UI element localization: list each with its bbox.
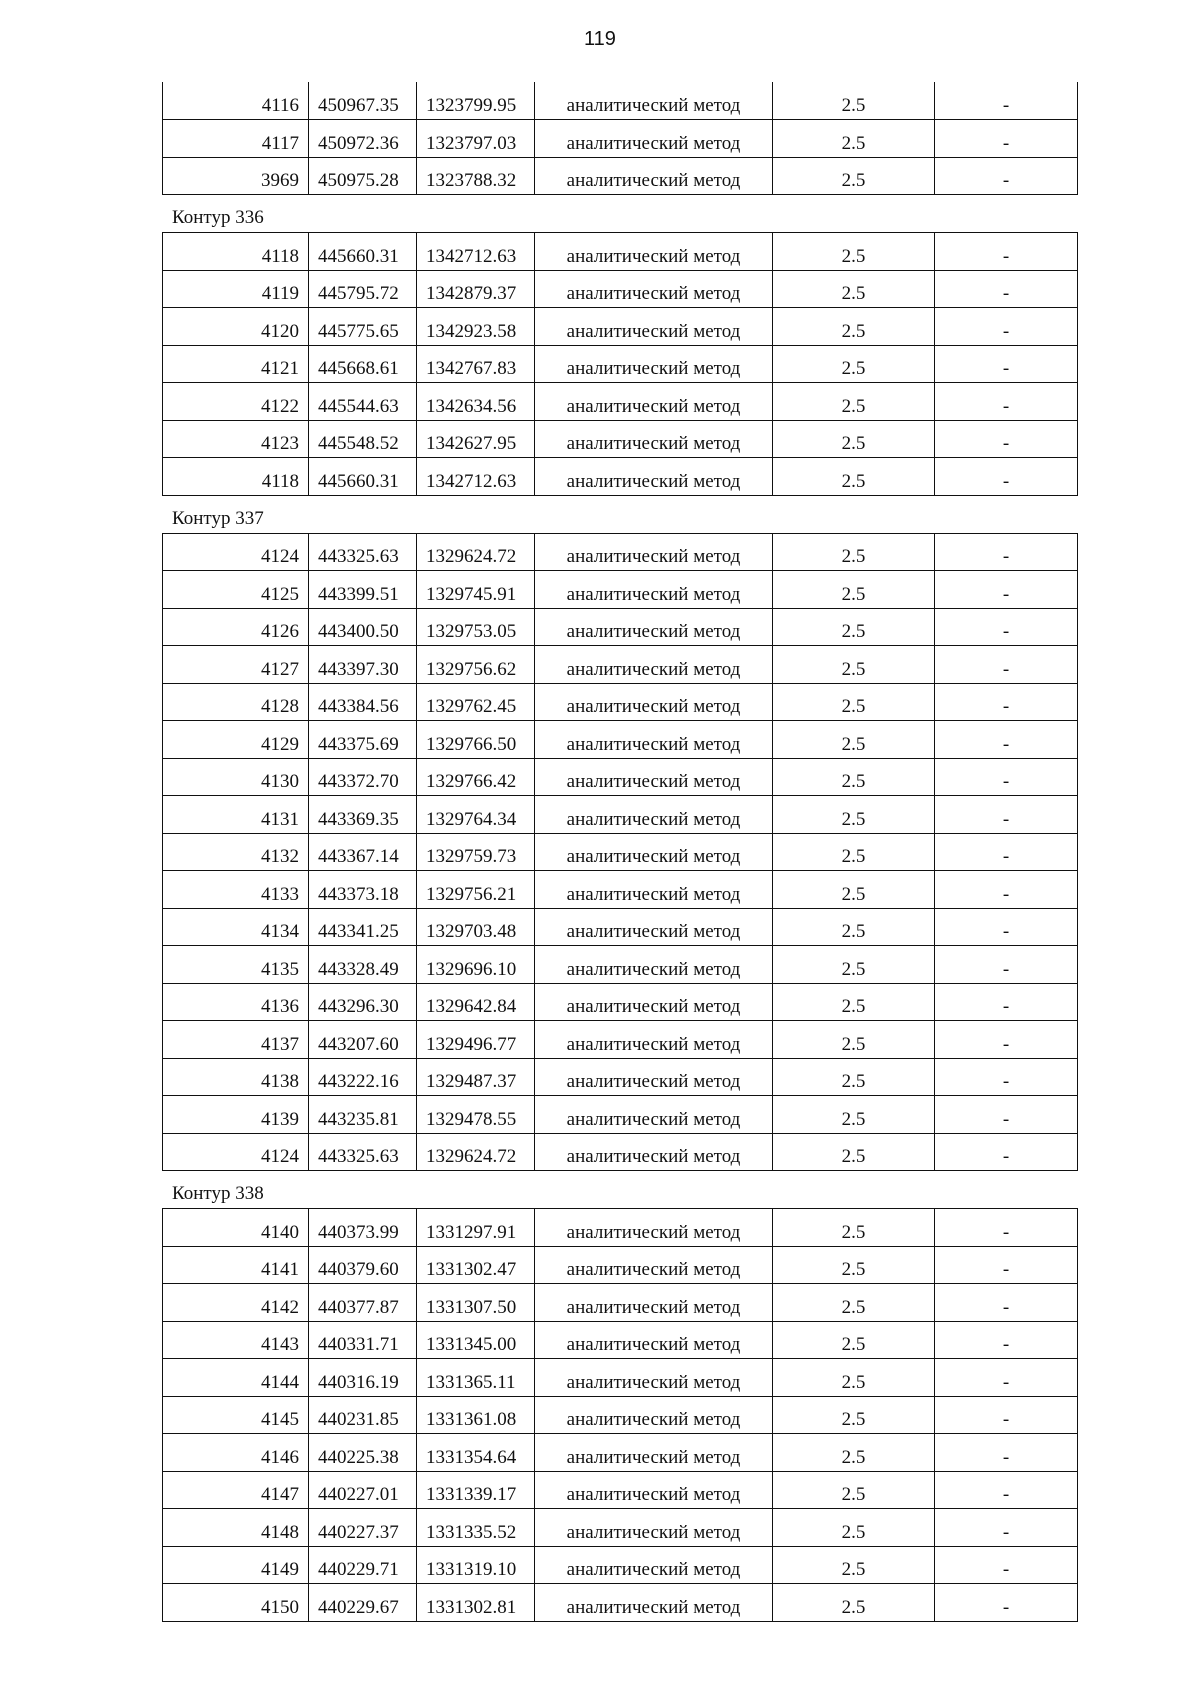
table-row: [163, 308, 1078, 346]
table-row: [163, 796, 1078, 834]
note-cell: -: [935, 233, 1078, 271]
y-coordinate-cell: 1331319.10: [417, 1546, 535, 1584]
note-cell: -: [935, 458, 1078, 496]
coordinates-table: [162, 1208, 1078, 1622]
accuracy-cell: 2.5: [773, 1284, 935, 1322]
note-cell: -: [935, 946, 1078, 984]
table-row: [163, 758, 1078, 796]
table-row: [163, 233, 1078, 271]
note-cell: -: [935, 157, 1078, 195]
method-cell: аналитический метод: [535, 796, 773, 834]
table-row: [163, 1284, 1078, 1322]
x-coordinate-cell: 440373.99: [309, 1209, 417, 1247]
note-cell: -: [935, 1284, 1078, 1322]
x-coordinate-cell: 445544.63: [309, 383, 417, 421]
y-coordinate-cell: 1329745.91: [417, 571, 535, 609]
note-cell: -: [935, 383, 1078, 421]
accuracy-cell: 2.5: [773, 871, 935, 909]
method-cell: аналитический метод: [535, 833, 773, 871]
accuracy-cell: 2.5: [773, 1096, 935, 1134]
method-cell: аналитический метод: [535, 1284, 773, 1322]
table-row: [163, 420, 1078, 458]
point-number-cell: 4136: [163, 983, 309, 1021]
method-cell: аналитический метод: [535, 758, 773, 796]
x-coordinate-cell: 443399.51: [309, 571, 417, 609]
table-row: [163, 908, 1078, 946]
table-row: [163, 571, 1078, 609]
y-coordinate-cell: 1331365.11: [417, 1359, 535, 1397]
table-row: [163, 1246, 1078, 1284]
accuracy-cell: 2.5: [773, 1509, 935, 1547]
method-cell: аналитический метод: [535, 1546, 773, 1584]
accuracy-cell: 2.5: [773, 1209, 935, 1247]
accuracy-cell: 2.5: [773, 1396, 935, 1434]
x-coordinate-cell: 450967.35: [309, 82, 417, 120]
note-cell: -: [935, 1133, 1078, 1171]
x-coordinate-cell: 443222.16: [309, 1058, 417, 1096]
method-cell: аналитический метод: [535, 571, 773, 609]
table-row: [163, 1434, 1078, 1472]
table-row: [163, 82, 1078, 120]
x-coordinate-cell: 443325.63: [309, 533, 417, 571]
x-coordinate-cell: 443373.18: [309, 871, 417, 909]
accuracy-cell: 2.5: [773, 458, 935, 496]
table-row: [163, 120, 1078, 158]
point-number-cell: 4147: [163, 1471, 309, 1509]
note-cell: -: [935, 1246, 1078, 1284]
y-coordinate-cell: 1329703.48: [417, 908, 535, 946]
note-cell: -: [935, 1509, 1078, 1547]
y-coordinate-cell: 1331307.50: [417, 1284, 535, 1322]
x-coordinate-cell: 443384.56: [309, 683, 417, 721]
method-cell: аналитический метод: [535, 270, 773, 308]
contour-label: Контур 337: [172, 507, 264, 529]
method-cell: аналитический метод: [535, 233, 773, 271]
point-number-cell: 4128: [163, 683, 309, 721]
method-cell: аналитический метод: [535, 157, 773, 195]
y-coordinate-cell: 1342712.63: [417, 458, 535, 496]
point-number-cell: 4143: [163, 1321, 309, 1359]
accuracy-cell: 2.5: [773, 908, 935, 946]
table-row: [163, 458, 1078, 496]
x-coordinate-cell: 443328.49: [309, 946, 417, 984]
y-coordinate-cell: 1331361.08: [417, 1396, 535, 1434]
x-coordinate-cell: 440225.38: [309, 1434, 417, 1472]
x-coordinate-cell: 445660.31: [309, 458, 417, 496]
method-cell: аналитический метод: [535, 721, 773, 759]
note-cell: -: [935, 533, 1078, 571]
y-coordinate-cell: 1329624.72: [417, 533, 535, 571]
y-coordinate-cell: 1329756.21: [417, 871, 535, 909]
accuracy-cell: 2.5: [773, 120, 935, 158]
table-row: [163, 646, 1078, 684]
point-number-cell: 4119: [163, 270, 309, 308]
accuracy-cell: 2.5: [773, 157, 935, 195]
point-number-cell: 4123: [163, 420, 309, 458]
x-coordinate-cell: 443369.35: [309, 796, 417, 834]
accuracy-cell: 2.5: [773, 270, 935, 308]
y-coordinate-cell: 1331339.17: [417, 1471, 535, 1509]
method-cell: аналитический метод: [535, 1434, 773, 1472]
point-number-cell: 4133: [163, 871, 309, 909]
point-number-cell: 4131: [163, 796, 309, 834]
table-row: [163, 157, 1078, 195]
method-cell: аналитический метод: [535, 1209, 773, 1247]
x-coordinate-cell: 440331.71: [309, 1321, 417, 1359]
accuracy-cell: 2.5: [773, 796, 935, 834]
note-cell: -: [935, 82, 1078, 120]
table-row: [163, 946, 1078, 984]
method-cell: аналитический метод: [535, 646, 773, 684]
method-cell: аналитический метод: [535, 1584, 773, 1622]
method-cell: аналитический метод: [535, 120, 773, 158]
y-coordinate-cell: 1329753.05: [417, 608, 535, 646]
point-number-cell: 4150: [163, 1584, 309, 1622]
x-coordinate-cell: 440379.60: [309, 1246, 417, 1284]
x-coordinate-cell: 443207.60: [309, 1021, 417, 1059]
note-cell: -: [935, 1471, 1078, 1509]
note-cell: -: [935, 721, 1078, 759]
method-cell: аналитический метод: [535, 420, 773, 458]
point-number-cell: 4127: [163, 646, 309, 684]
accuracy-cell: 2.5: [773, 1471, 935, 1509]
point-number-cell: 4132: [163, 833, 309, 871]
table-row: [163, 1133, 1078, 1171]
accuracy-cell: 2.5: [773, 345, 935, 383]
note-cell: -: [935, 983, 1078, 1021]
y-coordinate-cell: 1323799.95: [417, 82, 535, 120]
y-coordinate-cell: 1342879.37: [417, 270, 535, 308]
table-row: [163, 1209, 1078, 1247]
accuracy-cell: 2.5: [773, 1359, 935, 1397]
accuracy-cell: 2.5: [773, 646, 935, 684]
table-row: [163, 1021, 1078, 1059]
method-cell: аналитический метод: [535, 1246, 773, 1284]
accuracy-cell: 2.5: [773, 833, 935, 871]
method-cell: аналитический метод: [535, 308, 773, 346]
method-cell: аналитический метод: [535, 983, 773, 1021]
note-cell: -: [935, 420, 1078, 458]
x-coordinate-cell: 443325.63: [309, 1133, 417, 1171]
method-cell: аналитический метод: [535, 1096, 773, 1134]
point-number-cell: 4126: [163, 608, 309, 646]
accuracy-cell: 2.5: [773, 233, 935, 271]
method-cell: аналитический метод: [535, 1133, 773, 1171]
method-cell: аналитический метод: [535, 908, 773, 946]
note-cell: -: [935, 1021, 1078, 1059]
accuracy-cell: 2.5: [773, 1434, 935, 1472]
method-cell: аналитический метод: [535, 82, 773, 120]
x-coordinate-cell: 443367.14: [309, 833, 417, 871]
y-coordinate-cell: 1323788.32: [417, 157, 535, 195]
table-row: [163, 1096, 1078, 1134]
point-number-cell: 4141: [163, 1246, 309, 1284]
note-cell: -: [935, 1434, 1078, 1472]
x-coordinate-cell: 440231.85: [309, 1396, 417, 1434]
accuracy-cell: 2.5: [773, 683, 935, 721]
table-row: [163, 608, 1078, 646]
method-cell: аналитический метод: [535, 871, 773, 909]
point-number-cell: 3969: [163, 157, 309, 195]
table-row: [163, 1509, 1078, 1547]
table-row: [163, 683, 1078, 721]
coordinates-table: [162, 533, 1078, 1172]
coordinates-table: [162, 232, 1078, 496]
accuracy-cell: 2.5: [773, 983, 935, 1021]
y-coordinate-cell: 1329759.73: [417, 833, 535, 871]
point-number-cell: 4124: [163, 533, 309, 571]
x-coordinate-cell: 445548.52: [309, 420, 417, 458]
x-coordinate-cell: 443372.70: [309, 758, 417, 796]
point-number-cell: 4137: [163, 1021, 309, 1059]
accuracy-cell: 2.5: [773, 1058, 935, 1096]
accuracy-cell: 2.5: [773, 1321, 935, 1359]
point-number-cell: 4148: [163, 1509, 309, 1547]
x-coordinate-cell: 440229.67: [309, 1584, 417, 1622]
table-row: [163, 345, 1078, 383]
point-number-cell: 4142: [163, 1284, 309, 1322]
table-row: [163, 721, 1078, 759]
x-coordinate-cell: 440316.19: [309, 1359, 417, 1397]
note-cell: -: [935, 120, 1078, 158]
x-coordinate-cell: 445795.72: [309, 270, 417, 308]
method-cell: аналитический метод: [535, 345, 773, 383]
point-number-cell: 4118: [163, 458, 309, 496]
point-number-cell: 4117: [163, 120, 309, 158]
point-number-cell: 4138: [163, 1058, 309, 1096]
y-coordinate-cell: 1329762.45: [417, 683, 535, 721]
y-coordinate-cell: 1329624.72: [417, 1133, 535, 1171]
note-cell: -: [935, 1396, 1078, 1434]
point-number-cell: 4120: [163, 308, 309, 346]
accuracy-cell: 2.5: [773, 82, 935, 120]
note-cell: -: [935, 345, 1078, 383]
x-coordinate-cell: 443375.69: [309, 721, 417, 759]
y-coordinate-cell: 1329766.42: [417, 758, 535, 796]
y-coordinate-cell: 1329487.37: [417, 1058, 535, 1096]
coordinates-table: [162, 82, 1078, 195]
note-cell: -: [935, 683, 1078, 721]
accuracy-cell: 2.5: [773, 1021, 935, 1059]
y-coordinate-cell: 1329642.84: [417, 983, 535, 1021]
note-cell: -: [935, 1359, 1078, 1397]
method-cell: аналитический метод: [535, 458, 773, 496]
accuracy-cell: 2.5: [773, 1133, 935, 1171]
method-cell: аналитический метод: [535, 1058, 773, 1096]
point-number-cell: 4121: [163, 345, 309, 383]
note-cell: -: [935, 796, 1078, 834]
x-coordinate-cell: 440227.37: [309, 1509, 417, 1547]
y-coordinate-cell: 1329696.10: [417, 946, 535, 984]
point-number-cell: 4140: [163, 1209, 309, 1247]
point-number-cell: 4124: [163, 1133, 309, 1171]
x-coordinate-cell: 440377.87: [309, 1284, 417, 1322]
x-coordinate-cell: 445660.31: [309, 233, 417, 271]
y-coordinate-cell: 1323797.03: [417, 120, 535, 158]
table-row: [163, 871, 1078, 909]
y-coordinate-cell: 1331335.52: [417, 1509, 535, 1547]
table-row: [163, 1396, 1078, 1434]
table-row: [163, 1546, 1078, 1584]
y-coordinate-cell: 1331302.47: [417, 1246, 535, 1284]
table-row: [163, 383, 1078, 421]
method-cell: аналитический метод: [535, 683, 773, 721]
point-number-cell: 4122: [163, 383, 309, 421]
note-cell: -: [935, 1584, 1078, 1622]
coordinates-document: [162, 82, 1077, 1622]
method-cell: аналитический метод: [535, 383, 773, 421]
x-coordinate-cell: 450975.28: [309, 157, 417, 195]
note-cell: -: [935, 758, 1078, 796]
accuracy-cell: 2.5: [773, 533, 935, 571]
note-cell: -: [935, 270, 1078, 308]
note-cell: -: [935, 308, 1078, 346]
note-cell: -: [935, 1209, 1078, 1247]
x-coordinate-cell: 445668.61: [309, 345, 417, 383]
note-cell: -: [935, 908, 1078, 946]
table-row: [163, 1321, 1078, 1359]
point-number-cell: 4146: [163, 1434, 309, 1472]
accuracy-cell: 2.5: [773, 308, 935, 346]
y-coordinate-cell: 1331302.81: [417, 1584, 535, 1622]
accuracy-cell: 2.5: [773, 1584, 935, 1622]
point-number-cell: 4135: [163, 946, 309, 984]
method-cell: аналитический метод: [535, 533, 773, 571]
y-coordinate-cell: 1329756.62: [417, 646, 535, 684]
point-number-cell: 4130: [163, 758, 309, 796]
contour-label: Контур 338: [172, 1183, 264, 1204]
method-cell: аналитический метод: [535, 946, 773, 984]
y-coordinate-cell: 1331354.64: [417, 1434, 535, 1472]
x-coordinate-cell: 443296.30: [309, 983, 417, 1021]
point-number-cell: 4134: [163, 908, 309, 946]
accuracy-cell: 2.5: [773, 758, 935, 796]
table-row: [163, 833, 1078, 871]
point-number-cell: 4145: [163, 1396, 309, 1434]
x-coordinate-cell: 440227.01: [309, 1471, 417, 1509]
y-coordinate-cell: 1342627.95: [417, 420, 535, 458]
y-coordinate-cell: 1342923.58: [417, 308, 535, 346]
x-coordinate-cell: 450972.36: [309, 120, 417, 158]
y-coordinate-cell: 1342767.83: [417, 345, 535, 383]
note-cell: -: [935, 571, 1078, 609]
table-row: [163, 533, 1078, 571]
accuracy-cell: 2.5: [773, 608, 935, 646]
table-row: [163, 1058, 1078, 1096]
accuracy-cell: 2.5: [773, 1546, 935, 1584]
y-coordinate-cell: 1331345.00: [417, 1321, 535, 1359]
note-cell: -: [935, 871, 1078, 909]
table-row: [163, 1359, 1078, 1397]
method-cell: аналитический метод: [535, 1396, 773, 1434]
note-cell: -: [935, 1096, 1078, 1134]
table-row: [163, 983, 1078, 1021]
table-row: [163, 270, 1078, 308]
contour-label: Контур 336: [172, 207, 264, 228]
page-number: 119: [584, 28, 616, 50]
accuracy-cell: 2.5: [773, 721, 935, 759]
point-number-cell: 4139: [163, 1096, 309, 1134]
note-cell: -: [935, 1321, 1078, 1359]
method-cell: аналитический метод: [535, 608, 773, 646]
note-cell: -: [935, 608, 1078, 646]
accuracy-cell: 2.5: [773, 383, 935, 421]
y-coordinate-cell: 1329478.55: [417, 1096, 535, 1134]
x-coordinate-cell: 443397.30: [309, 646, 417, 684]
table-row: [163, 1471, 1078, 1509]
y-coordinate-cell: 1329496.77: [417, 1021, 535, 1059]
x-coordinate-cell: 445775.65: [309, 308, 417, 346]
point-number-cell: 4149: [163, 1546, 309, 1584]
method-cell: аналитический метод: [535, 1471, 773, 1509]
accuracy-cell: 2.5: [773, 1246, 935, 1284]
point-number-cell: 4144: [163, 1359, 309, 1397]
note-cell: -: [935, 1546, 1078, 1584]
y-coordinate-cell: 1342712.63: [417, 233, 535, 271]
x-coordinate-cell: 443400.50: [309, 608, 417, 646]
x-coordinate-cell: 440229.71: [309, 1546, 417, 1584]
accuracy-cell: 2.5: [773, 571, 935, 609]
point-number-cell: 4129: [163, 721, 309, 759]
y-coordinate-cell: 1331297.91: [417, 1209, 535, 1247]
y-coordinate-cell: 1342634.56: [417, 383, 535, 421]
y-coordinate-cell: 1329764.34: [417, 796, 535, 834]
note-cell: -: [935, 833, 1078, 871]
accuracy-cell: 2.5: [773, 420, 935, 458]
table-row: [163, 1584, 1078, 1622]
y-coordinate-cell: 1329766.50: [417, 721, 535, 759]
point-number-cell: 4116: [163, 82, 309, 120]
note-cell: -: [935, 1058, 1078, 1096]
point-number-cell: 4125: [163, 571, 309, 609]
accuracy-cell: 2.5: [773, 946, 935, 984]
method-cell: аналитический метод: [535, 1359, 773, 1397]
x-coordinate-cell: 443235.81: [309, 1096, 417, 1134]
x-coordinate-cell: 443341.25: [309, 908, 417, 946]
point-number-cell: 4118: [163, 233, 309, 271]
note-cell: -: [935, 646, 1078, 684]
method-cell: аналитический метод: [535, 1321, 773, 1359]
method-cell: аналитический метод: [535, 1021, 773, 1059]
method-cell: аналитический метод: [535, 1509, 773, 1547]
